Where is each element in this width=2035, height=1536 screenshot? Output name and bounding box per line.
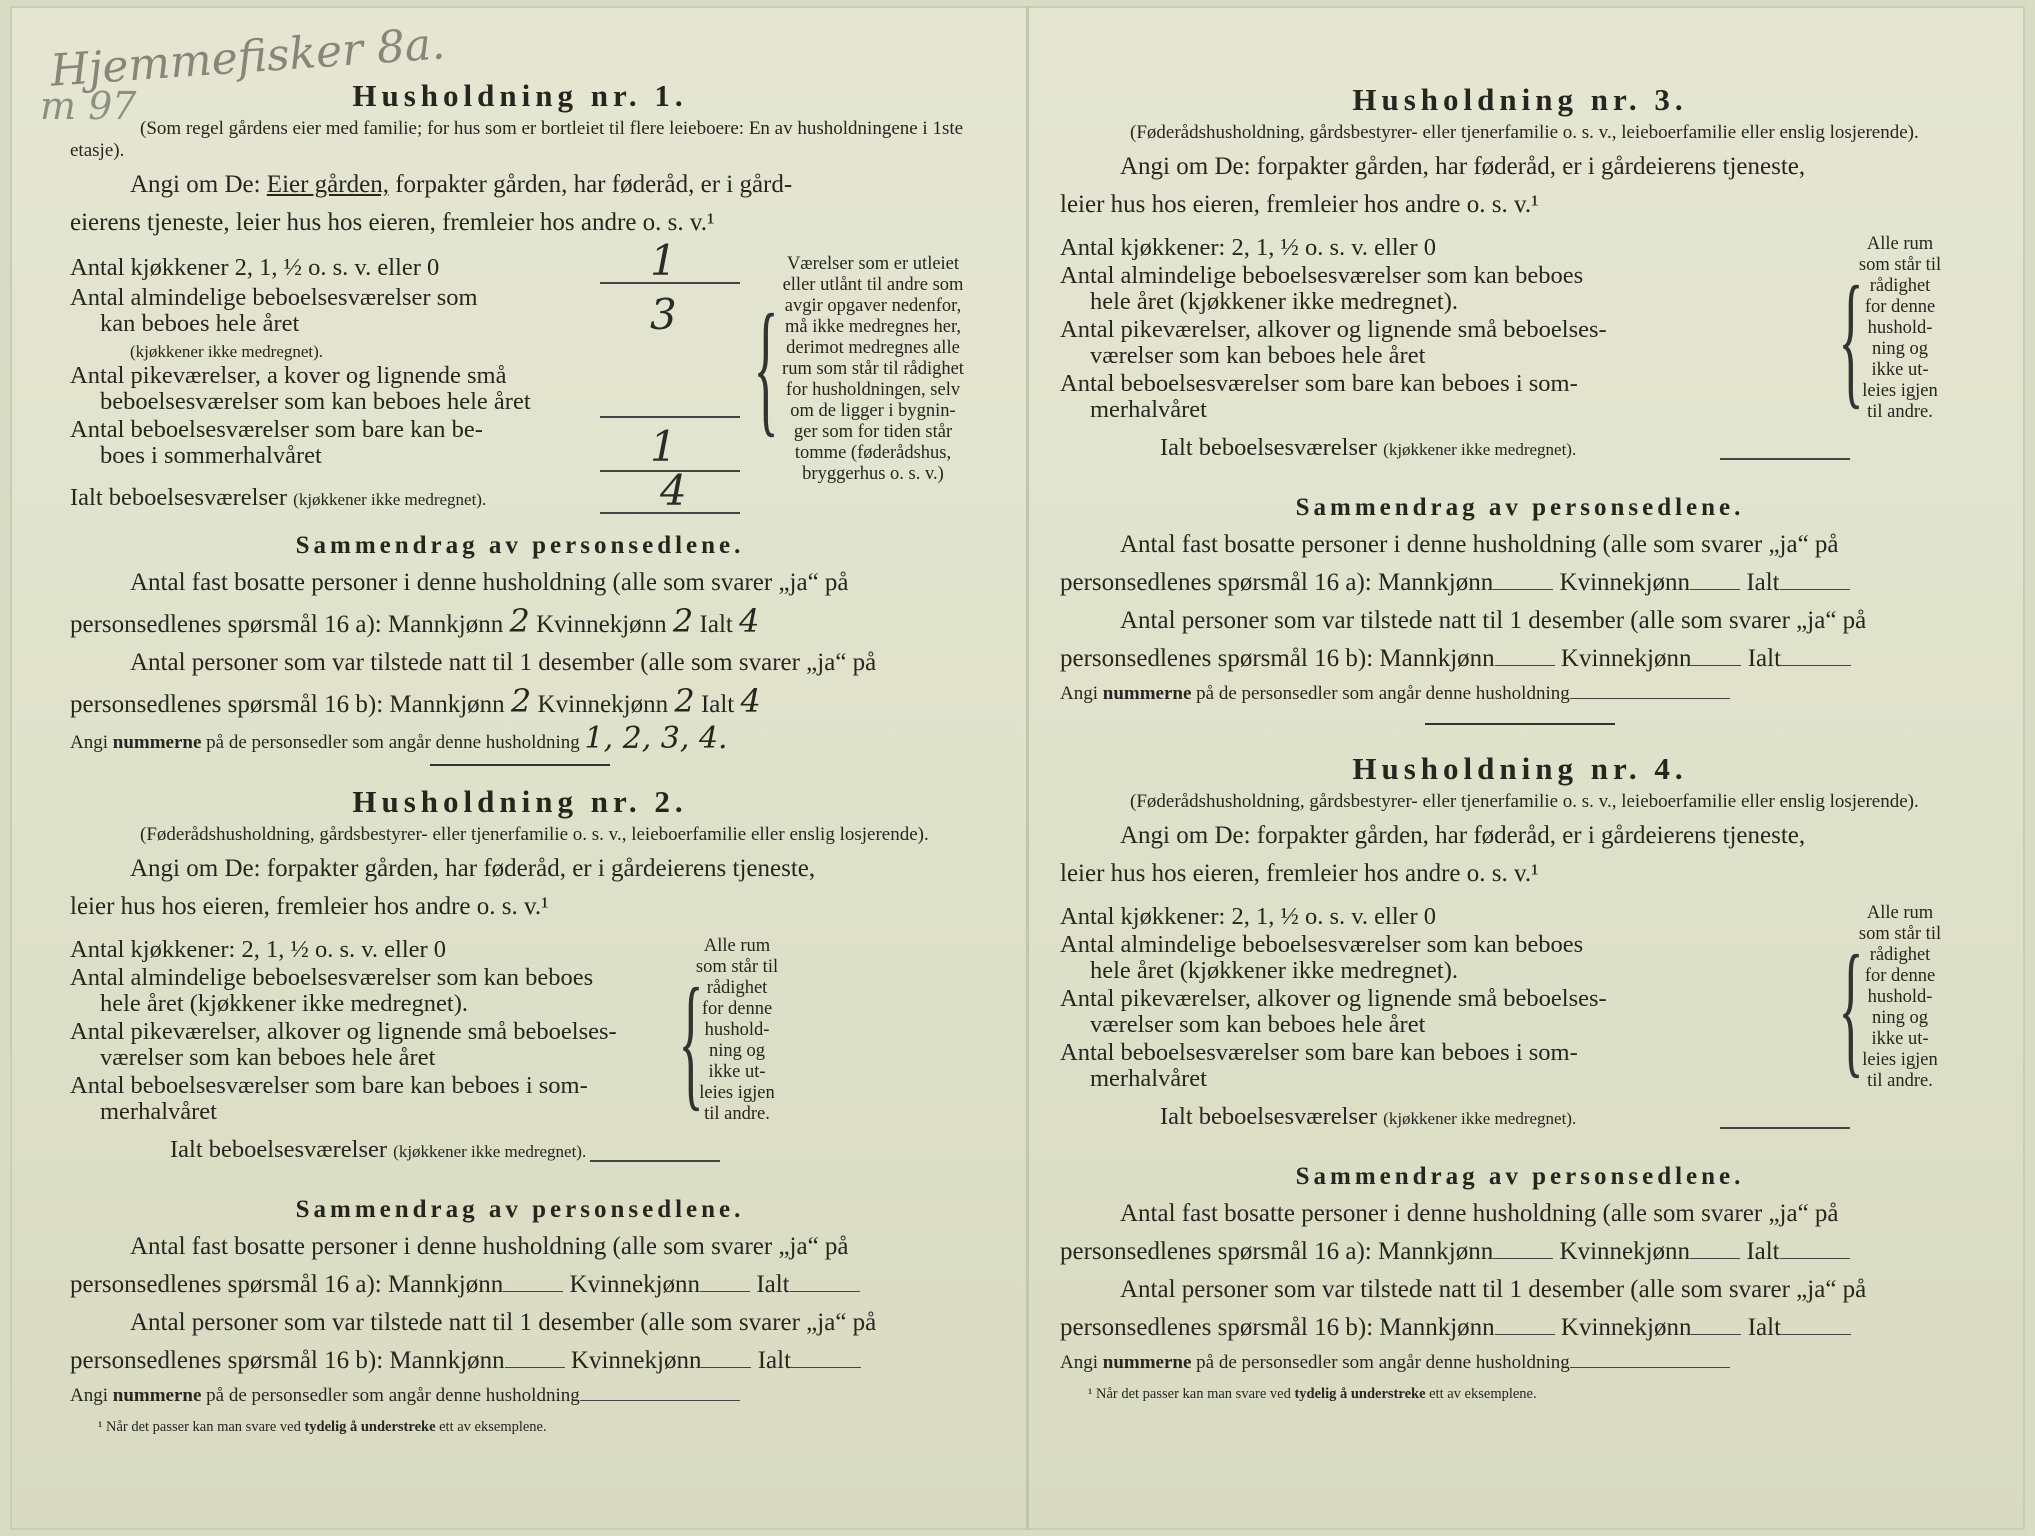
row-alm-3: (kjøkkener ikke medregnet). <box>130 342 324 361</box>
b-kvinne: 2 <box>674 682 695 720</box>
row-som-1: Antal beboelsesværelser som bare kan be- <box>70 416 483 443</box>
row-pike-1: Antal pikeværelser, a kover og lignende små <box>70 362 507 389</box>
divider <box>430 764 610 766</box>
a-mann: 2 <box>509 602 530 640</box>
footnote: ¹ Når det passer kan man svare ved tydelig å understreke ett av eksemplene. <box>98 1419 547 1435</box>
census-sheet <box>10 6 2025 1530</box>
answer-line-pike <box>600 416 740 418</box>
row-kjokken: Antal kjøkkener 2, 1, ½ o. s. v. eller 0 <box>70 254 440 281</box>
household-1-angi: Angi om De: Eier gården, forpakter gården, har føderåd, er i gård- eierens tjeneste, leier hus hos eieren, fremleier hos andre o. s. v.¹ <box>70 171 793 236</box>
household-2-title: Husholdning nr. 2. <box>352 784 688 819</box>
household-3-title: Husholdning nr. 3. <box>1352 82 1688 117</box>
page-fold <box>1026 6 1029 1530</box>
right-column <box>1060 6 1980 1402</box>
household-4-title: Husholdning nr. 4. <box>1352 751 1688 786</box>
left-column <box>70 6 970 1435</box>
row-ialt: Ialt beboelsesværelser (kjøkkener ikke medregnet). <box>70 484 487 511</box>
row-som-2: boes i sommerhalvåret <box>100 442 322 469</box>
a-kvinne: 2 <box>672 602 694 640</box>
household-1-sidenote: Værelser som er utleiet eller utlånt til andre som avgir opgaver nedenfor, må ikke medregnes her, derimot medregnes alle rum som står til rådighet for husholdningen, selv om de ligger i bygnin- ger som for tiden står tomme (føderådshus, bryggerhus o. s. v.) <box>782 254 964 484</box>
brace: { <box>753 284 779 450</box>
household-2: Husholdning nr. 2. (Føderådshusholdning, gårdsbestyrer- eller tjenerfamilie o. s. v., leieboerfamilie eller enslig losjerende). Angi om De: forpakter gården, har føderåd, er i gårdeierens tjeneste, leier hus hos eieren, fremleier hos andre o. s. v.¹ Antal kjøkkener: 2, 1, ½ o. s. v. eller 0 Antal almindelige beboelsesværelser som kan beboes hele året (kjøkkener ikke medregnet). Antal pikeværelser, alkover og lignende små beboelses- værelser som kan beboes hele året Antal beboelsesværelser som bare kan beboes i som- merhalvåret Ialt beboelsesværelser (kjøkkener ikke medregnet). { Alle rum som står til rådighet for denne hushold- ning og ikke ut- leies igjen til andre. Sammendrag av personsedlene. Antal fast bosatte personer i denne husholdning (alle som svarer „ja“ på personsedlenes spørsmål 16 a): Mannkjønn Kvinnekjønn Ialt Antal personer som var tilstede natt til 1 desember (alle som svarer „ja“ på personsedlenes spørsmål 16 b): Mannkjønn Kvinnekjønn Ialt Angi nummerne på de personsedler som angår denne husholdning ¹ Når det passer kan man svare ved tydelig å understreke ett av eksemplene. <box>70 784 970 1437</box>
b-mann: 2 <box>510 682 532 720</box>
answer-kjokken: 1 <box>650 236 677 285</box>
eier-underlined: Eier gården, <box>266 171 389 198</box>
household-1-title: Husholdning nr. 1. <box>352 78 688 113</box>
household-2-rooms: Antal kjøkkener: 2, 1, ½ o. s. v. eller 0 Antal almindelige beboelsesværelser som kan beboes hele året (kjøkkener ikke medregnet). Antal pikeværelser, alkover og lignende små beboelses- værelser som kan beboes hele året Antal beboelsesværelser som bare kan beboes i som- merhalvåret Ialt beboelsesværelser (kjøkkener ikke medregnet). { Alle rum som står til rådighet for denne hushold- ning og ikke ut- leies igjen til andre. <box>70 936 779 1163</box>
answer-alm: 3 <box>650 290 677 339</box>
answer-ialt: 4 <box>660 466 687 515</box>
handwritten-header-line2: m 97 <box>40 84 137 128</box>
row-alm-2: kan beboes hele året <box>100 310 300 337</box>
household-3: Husholdning nr. 3. (Føderådshusholdning, gårdsbestyrer- eller tjenerfamilie o. s. v., leieboerfamilie eller enslig losjerende). Angi om De: forpakter gården, har føderåd, er i gårdeierens tjeneste, leier hus hos eieren, fremleier hos andre o. s. v.¹ Antal kjøkkener: 2, 1, ½ o. s. v. eller 0 Antal almindelige beboelsesværelser som kan beboes hele året (kjøkkener ikke medregnet). Antal pikeværelser, alkover og lignende små beboelses- værelser som kan beboes hele året Antal beboelsesværelser som bare kan beboes i som- merhalvåret Ialt beboelsesværelser (kjøkkener ikke medregnet). { Alle rum som står til rådighet for denne hushold- ning og ikke ut- leies igjen til andre. Sammendrag av personsedlene. Antal fast bosatte personer i denne husholdning (alle som svarer „ja“ på personsedlenes spørsmål 16 a): Mannkjønn Kvinnekjønn Ialt Antal personer som var tilstede natt til 1 desember (alle som svarer „ja“ på personsedlenes spørsmål 16 b): Mannkjønn Kvinnekjønn Ialt Angi nummerne på de personsedler som angår denne husholdning <box>1060 82 1980 725</box>
row-pike-2: beboelsesværelser som kan beboes hele året <box>100 388 531 415</box>
nummer-answer: 1, 2, 3, 4. <box>584 721 728 756</box>
summary-heading: Sammendrag av personsedlene. <box>295 532 745 559</box>
a-ialt: 4 <box>739 602 760 640</box>
household-1-rooms <box>70 236 970 522</box>
household-1-note: (Som regel gårdens eier med familie; for hus som er bortleiet til flere leieboere: En av husholdningene i 1ste etasje). <box>70 118 964 161</box>
b-ialt: 4 <box>740 682 761 720</box>
household-4: Husholdning nr. 4. (Føderådshusholdning, gårdsbestyrer- eller tjenerfamilie o. s. v., leieboerfamilie eller enslig losjerende). Angi om De: forpakter gården, har føderåd, er i gårdeierens tjeneste, leier hus hos eieren, fremleier hos andre o. s. v.¹ Antal kjøkkener: 2, 1, ½ o. s. v. eller 0 Antal almindelige beboelsesværelser som kan beboes hele året (kjøkkener ikke medregnet). Antal pikeværelser, alkover og lignende små beboelses- værelser som kan beboes hele året Antal beboelsesværelser som bare kan beboes i som- merhalvåret Ialt beboelsesværelser (kjøkkener ikke medregnet). { Alle rum som står til rådighet for denne hushold- ning og ikke ut- leies igjen til andre. Sammendrag av personsedlene. Antal fast bosatte personer i denne husholdning (alle som svarer „ja“ på personsedlenes spørsmål 16 a): Mannkjønn Kvinnekjønn Ialt Antal personer som var tilstede natt til 1 desember (alle som svarer „ja“ på personsedlenes spørsmål 16 b): Mannkjønn Kvinnekjønn Ialt Angi nummerne på de personsedler som angår denne husholdning ¹ Når det passer kan man svare ved tydelig å understreke ett av eksemplene. <box>1060 751 1980 1404</box>
answer-som: 1 <box>650 422 677 471</box>
row-alm-1: Antal almindelige beboelsesværelser som <box>70 284 478 311</box>
summary-block: Antal fast bosatte personer i denne husholdning (alle som svarer „ja“ på personsedlenes spørsmål 16 a): Mannkjønn 2 Kvinnekjønn 2 Ialt 4 Antal personer som var tilstede natt til 1 desember (alle som svarer „ja“ på personsedlenes spørsmål 16 b): Mannkjønn 2 Kvinnekjønn 2 Ialt 4 Angi nummerne på de personsedler som angår denne husholdning 1, 2, 3, 4. <box>70 569 877 756</box>
handwritten-header-line1: Hjemmefisker 8a. <box>48 18 447 97</box>
household-1 <box>70 78 970 766</box>
